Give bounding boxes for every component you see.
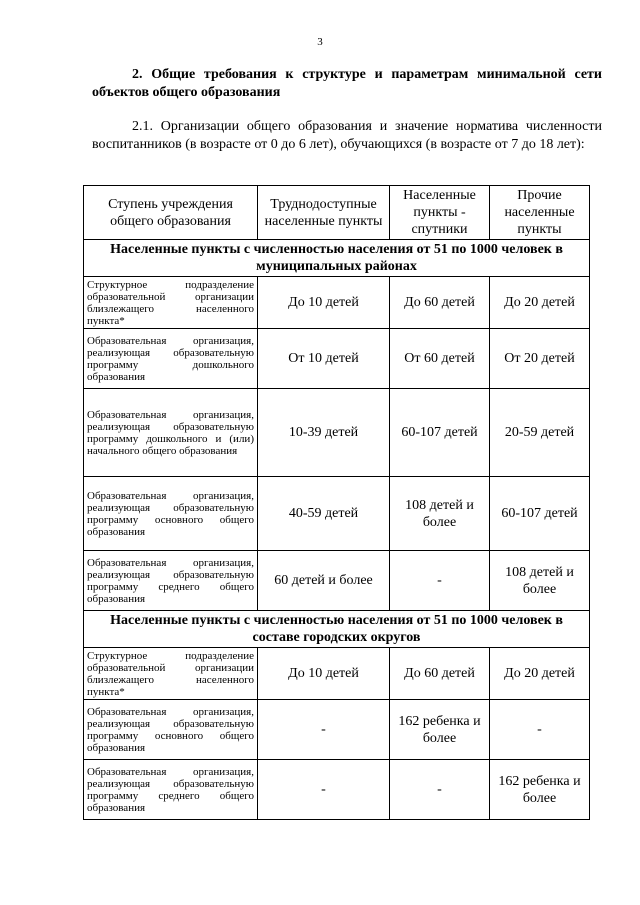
org-type-cell: Образовательная организация, реализующая образовательную программу основного общего образования bbox=[84, 477, 258, 551]
value-cell: 40-59 детей bbox=[258, 477, 390, 551]
org-type-cell: Образовательная организация, реализующая образовательную программу дошкольного и (или) начального общего образования bbox=[84, 389, 258, 477]
table-row bbox=[84, 648, 590, 700]
value-cell: 108 детей и более bbox=[490, 551, 590, 611]
group-row bbox=[84, 611, 590, 648]
intro-paragraph: 2.1. Организации общего образования и значение норматива численности воспитанников (в возрасте от 0 до 6 лет), обучающихся (в возрасте от 7 до 18 лет): bbox=[92, 119, 602, 152]
value-cell: - bbox=[390, 551, 490, 611]
section-heading: 2. Общие требования к структуре и параметрам минимальной сети объектов общего образования bbox=[92, 67, 602, 100]
column-header-other: Прочие населенные пункты bbox=[490, 186, 590, 240]
value-cell: До 20 детей bbox=[490, 277, 590, 329]
value-cell: До 10 детей bbox=[258, 648, 390, 700]
group-heading-municipal: Населенные пункты с численностью населения от 51 по 1000 человек в муниципальных районах bbox=[84, 240, 590, 277]
org-type-cell: Структурное подразделение образовательной организации близлежащего населенного пункта* bbox=[84, 277, 258, 329]
org-type-cell: Образовательная организация, реализующая образовательную программу среднего общего образования bbox=[84, 551, 258, 611]
value-cell: 162 ребенка и более bbox=[490, 760, 590, 820]
value-cell: - bbox=[490, 700, 590, 760]
value-cell: 20-59 детей bbox=[490, 389, 590, 477]
table-row bbox=[84, 551, 590, 611]
table-row bbox=[84, 389, 590, 477]
value-cell: От 60 детей bbox=[390, 329, 490, 389]
table-row bbox=[84, 329, 590, 389]
table-row bbox=[84, 700, 590, 760]
value-cell: 108 детей и более bbox=[390, 477, 490, 551]
org-type-cell: Образовательная организация, реализующая образовательную программу среднего общего образования bbox=[84, 760, 258, 820]
value-cell: До 60 детей bbox=[390, 277, 490, 329]
value-cell: - bbox=[258, 700, 390, 760]
value-cell: 60-107 детей bbox=[390, 389, 490, 477]
value-cell: До 20 детей bbox=[490, 648, 590, 700]
value-cell: 60-107 детей bbox=[490, 477, 590, 551]
value-cell: 10-39 детей bbox=[258, 389, 390, 477]
column-header-remote: Труднодоступные населенные пункты bbox=[258, 186, 390, 240]
table-row bbox=[84, 760, 590, 820]
table-row bbox=[84, 477, 590, 551]
group-row bbox=[84, 240, 590, 277]
column-header-level: Ступень учреждения общего образования bbox=[84, 186, 258, 240]
org-type-cell: Образовательная организация, реализующая образовательную программу дошкольного образования bbox=[84, 329, 258, 389]
column-header-satellite: Населенные пункты - спутники bbox=[390, 186, 490, 240]
table-row bbox=[84, 277, 590, 329]
value-cell: 162 ребенка и более bbox=[390, 700, 490, 760]
value-cell: - bbox=[390, 760, 490, 820]
org-type-cell: Образовательная организация, реализующая образовательную программу основного общего образования bbox=[84, 700, 258, 760]
table-header-row bbox=[84, 186, 590, 240]
value-cell: До 10 детей bbox=[258, 277, 390, 329]
org-type-cell: Структурное подразделение образовательной организации близлежащего населенного пункта* bbox=[84, 648, 258, 700]
value-cell: До 60 детей bbox=[390, 648, 490, 700]
page-number: 3 bbox=[317, 36, 323, 48]
requirements-table bbox=[83, 185, 590, 820]
value-cell: От 20 детей bbox=[490, 329, 590, 389]
value-cell: 60 детей и более bbox=[258, 551, 390, 611]
value-cell: - bbox=[258, 760, 390, 820]
value-cell: От 10 детей bbox=[258, 329, 390, 389]
group-heading-urban: Населенные пункты с численностью населения от 51 по 1000 человек в составе городских округов bbox=[84, 611, 590, 648]
